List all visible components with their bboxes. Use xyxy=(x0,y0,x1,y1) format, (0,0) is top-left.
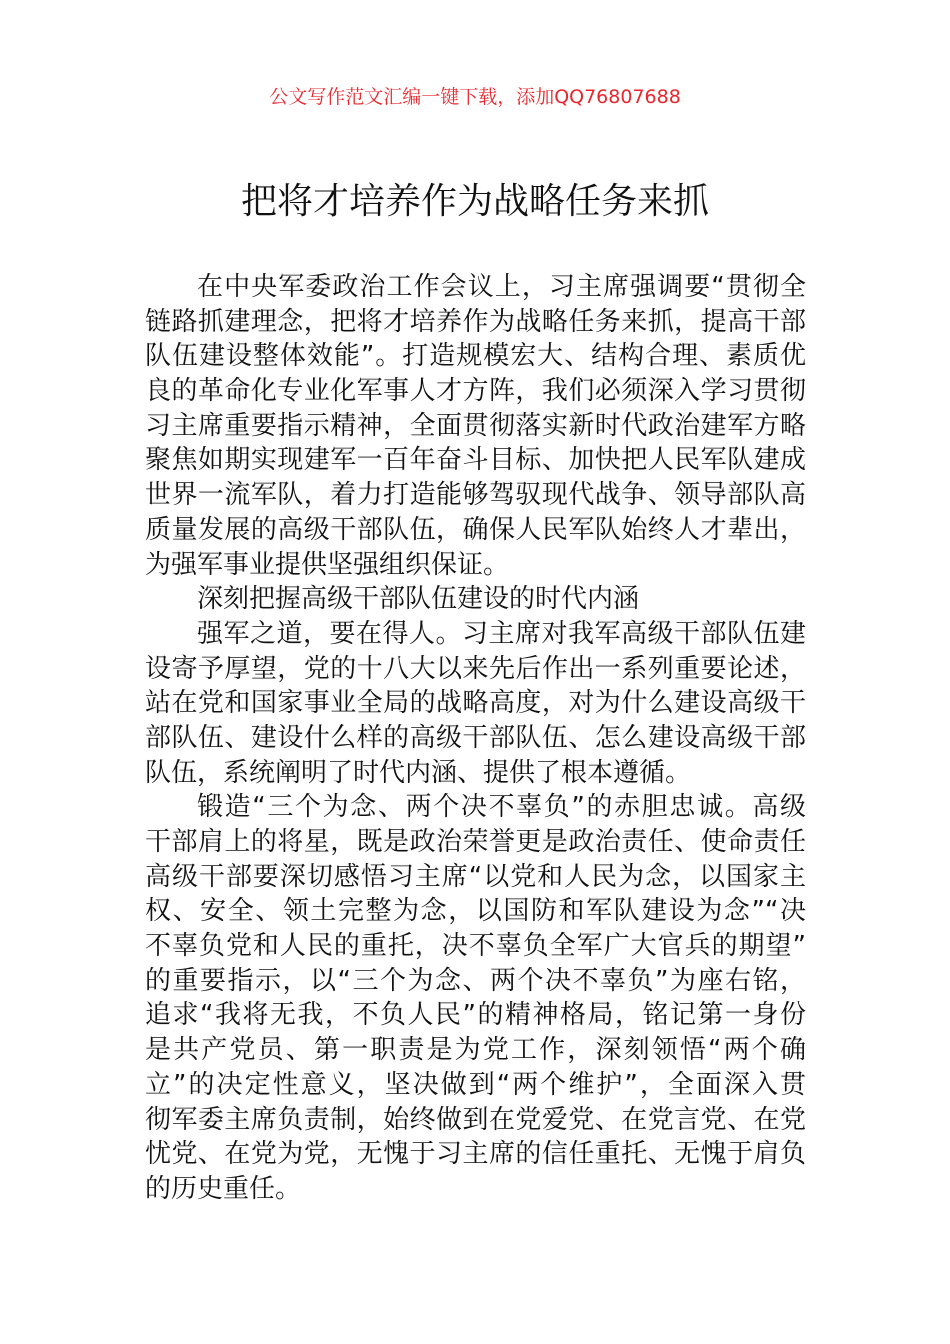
text-line: 习主席重要指示精神，全面贯彻落实新时代政治建军方略 xyxy=(145,410,806,441)
text-line: 权、安全、领土完整为念，以国防和军队建设为念”“决 xyxy=(145,896,806,927)
text-line: 的重要指示，以“三个为念、两个决不辜负”为座右铭， xyxy=(145,965,806,996)
text-line: 强军之道，要在得人。习主席对我军高级干部队伍建 xyxy=(197,618,806,649)
text-line: 站在党和国家事业全局的战略高度，对为什么建设高级干 xyxy=(145,688,806,719)
text-line: 追求“我将无我，不负人民”的精神格局，铭记第一身份 xyxy=(145,1000,806,1031)
text-line: 是共产党员、第一职责是为党工作，深刻领悟“两个确 xyxy=(145,1035,806,1066)
text-line: 良的革命化专业化军事人才方阵，我们必须深入学习贯彻 xyxy=(145,376,806,407)
paragraph xyxy=(145,270,806,582)
text-line: 锻造“三个为念、两个决不辜负”的赤胆忠诚。高级 xyxy=(197,792,806,823)
text-line: 在中央军委政治工作会议上，习主席强调要“贯彻全 xyxy=(197,272,806,302)
download-banner: 公文写作范文汇编一键下载，添加QQ76807688 xyxy=(269,86,681,108)
text-line: 干部肩上的将星，既是政治荣誉更是政治责任、使命责任 xyxy=(145,827,806,857)
text-line: 质量发展的高级干部队伍，确保人民军队始终人才辈出， xyxy=(145,514,806,545)
document-body xyxy=(145,270,806,1207)
document-title: 把将才培养作为战略任务来抓 xyxy=(240,181,709,222)
text-line: 世界一流军队，着力打造能够驾驭现代战争、领导部队高 xyxy=(145,480,806,511)
text-line: 部队伍、建设什么样的高级干部队伍、怎么建设高级干部 xyxy=(145,722,806,753)
text-line: 忧党、在党为党，无愧于习主席的信任重托、无愧于肩负 xyxy=(145,1139,806,1170)
text-line: 链路抓建理念，把将才培养作为战略任务来抓，提高干部 xyxy=(145,306,806,337)
text-line: 聚焦如期实现建军一百年奋斗目标、加快把人民军队建成 xyxy=(145,445,806,476)
text-line: 设寄予厚望，党的十八大以来先后作出一系列重要论述， xyxy=(145,653,806,684)
text-line: 彻军委主席负责制，始终做到在党爱党、在党言党、在党 xyxy=(145,1104,806,1135)
text-line: 高级干部要深切感悟习主席“以党和人民为念，以国家主 xyxy=(145,861,806,892)
section-heading xyxy=(145,582,806,617)
text-line: 队伍建设整体效能”。打造规模宏大、结构合理、素质优 xyxy=(145,341,806,372)
text-line: 深刻把握高级干部队伍建设的时代内涵 xyxy=(197,584,640,615)
paragraph xyxy=(145,790,806,1206)
paragraph xyxy=(145,617,806,790)
text-line: 队伍，系统阐明了时代内涵、提供了根本遵循。 xyxy=(145,757,692,788)
text-line: 的历史重任。 xyxy=(145,1173,302,1204)
text-line: 为强军事业提供坚强组织保证。 xyxy=(145,549,510,580)
text-line: 不辜负党和人民的重托，决不辜负全军广大官兵的期望” xyxy=(145,931,806,962)
text-line: 立”的决定性意义，坚决做到“两个维护”，全面深入贯 xyxy=(145,1069,806,1100)
